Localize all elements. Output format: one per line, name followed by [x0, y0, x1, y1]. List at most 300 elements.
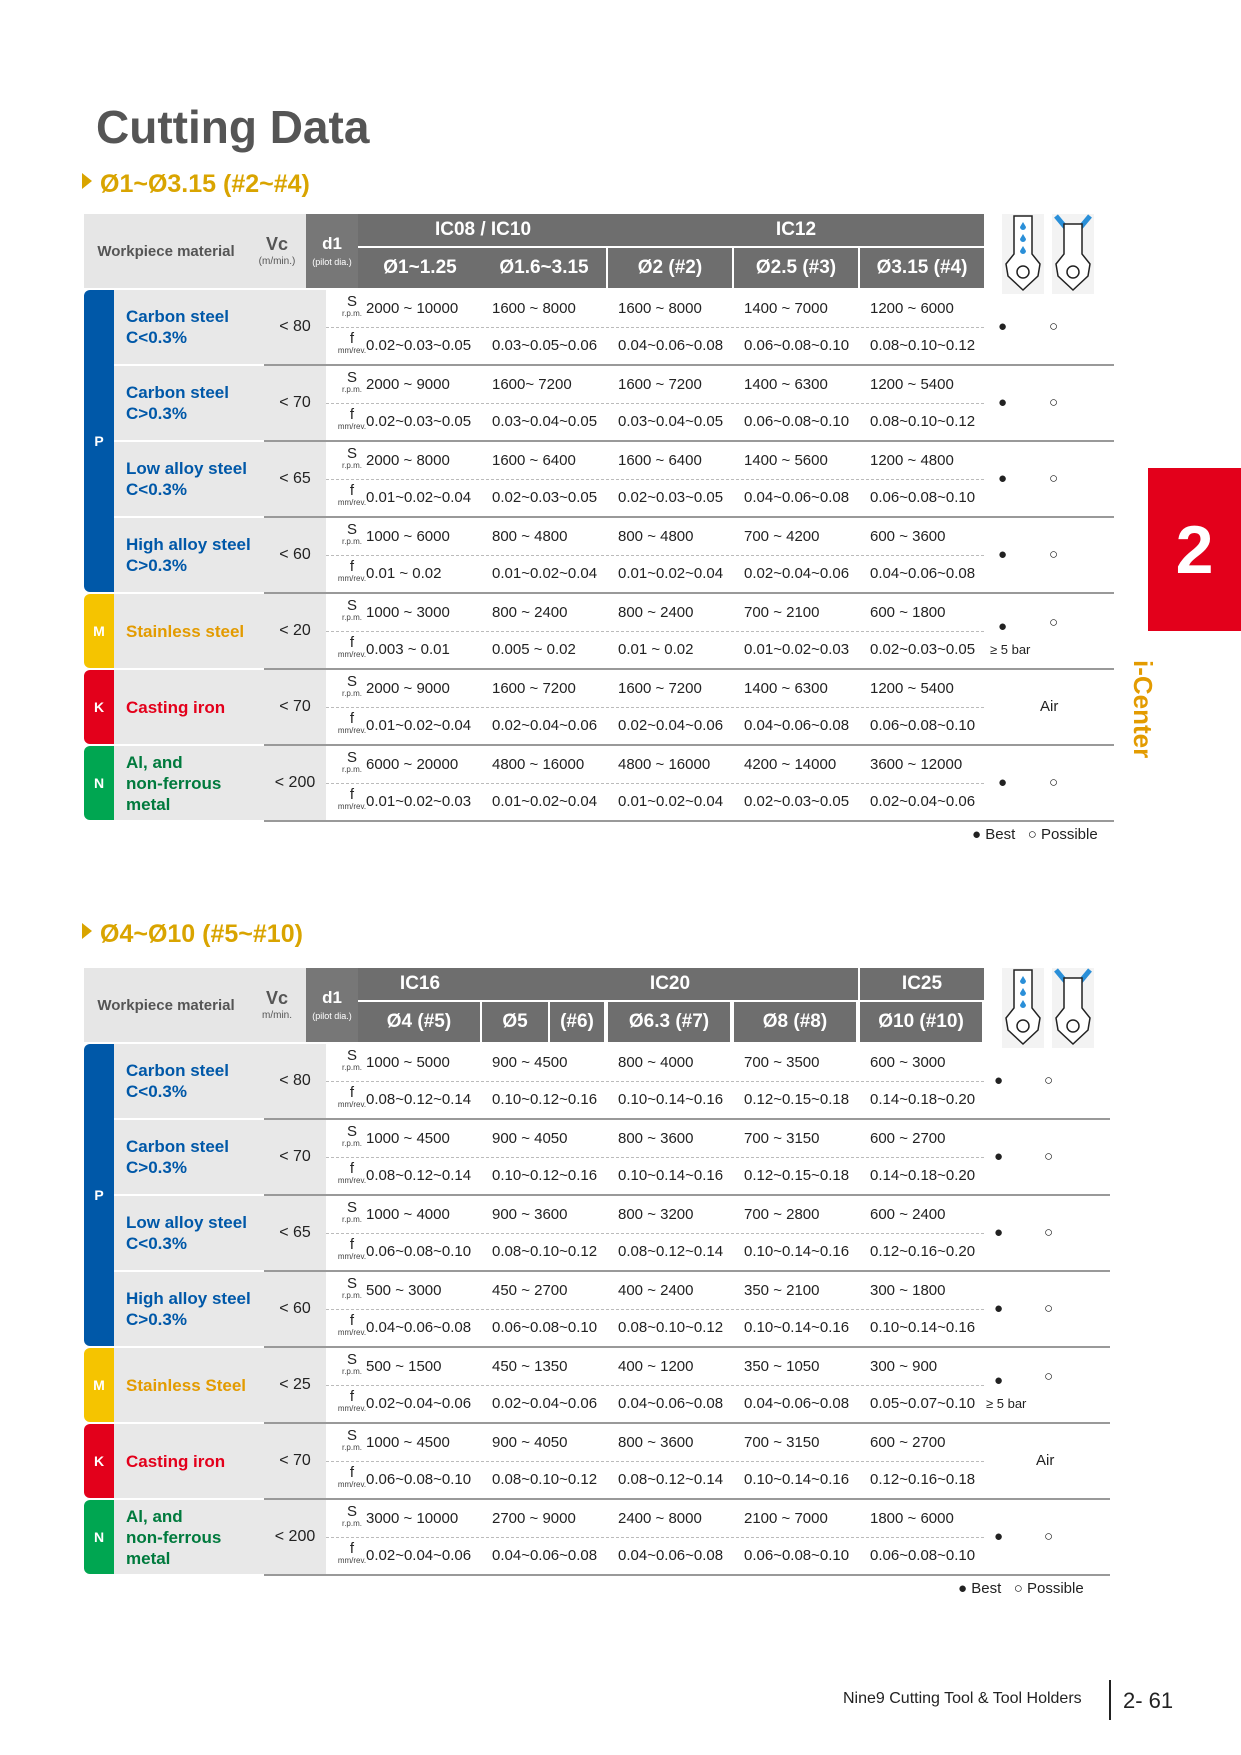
vc-value: < 70 — [264, 670, 326, 744]
feed-value: 0.005 ~ 0.02 — [492, 641, 576, 658]
s-label: S — [346, 1503, 357, 1520]
feed-value: 0.02~0.03~0.05 — [618, 489, 724, 506]
speed-value: 800 ~ 3200 — [618, 1206, 694, 1223]
table-row — [114, 366, 1114, 442]
speed-value: 450 ~ 1350 — [492, 1358, 568, 1375]
feed-value: 0.04~0.06~0.08 — [618, 337, 724, 354]
feed-value: 0.06~0.08~0.10 — [744, 1547, 850, 1564]
f-label: f — [349, 786, 355, 803]
feed-value: 0.02~0.03~0.05 — [366, 413, 472, 430]
best-mark: ● — [994, 1372, 1004, 1389]
speed-value: 350 ~ 1050 — [744, 1358, 820, 1375]
material-name: High alloy steel C>0.3% — [126, 1289, 251, 1329]
row-midline — [326, 1385, 984, 1386]
best-mark: ● — [998, 618, 1008, 635]
speed-value: 1000 ~ 3000 — [366, 604, 450, 621]
header-group-2: IC25 — [860, 968, 984, 1000]
s-unit: r.p.m. — [341, 765, 362, 774]
s-label: S — [346, 597, 357, 614]
possible-mark: ○ — [1049, 394, 1059, 411]
row-midline — [326, 1233, 984, 1234]
speed-value: 1000 ~ 4000 — [366, 1206, 450, 1223]
feed-value: 0.06~0.08~0.10 — [492, 1319, 598, 1336]
s-unit: r.p.m. — [341, 1139, 362, 1148]
speed-value: 1000 ~ 5000 — [366, 1054, 450, 1071]
feed-value: 0.01~0.02~0.04 — [618, 565, 724, 582]
header-d1-unit: (pilot dia.) — [312, 1011, 352, 1021]
header-size-4: Ø3.15 (#4) — [860, 248, 984, 288]
feed-value: 0.03~0.04~0.05 — [492, 413, 598, 430]
material-name: Stainless Steel — [126, 1375, 247, 1395]
best-mark: ● — [994, 1300, 1004, 1317]
speed-value: 1400 ~ 7000 — [744, 300, 828, 317]
material-group-M: M — [84, 1348, 114, 1422]
feed-value: 0.06~0.08~0.10 — [744, 337, 850, 354]
feed-value: 0.04~0.06~0.08 — [744, 489, 850, 506]
f-label: f — [349, 1540, 355, 1557]
header-size-1: Ø5 — [482, 1002, 548, 1042]
feed-value: 0.01~0.02~0.04 — [492, 565, 598, 582]
material-name: Carbon steel C>0.3% — [126, 383, 229, 423]
feed-value: 0.08~0.12~0.14 — [366, 1091, 472, 1108]
speed-value: 1600 ~ 7200 — [618, 376, 702, 393]
feed-value: 0.06~0.08~0.10 — [870, 1547, 976, 1564]
f-label: f — [349, 634, 355, 651]
feed-value: 0.04~0.06~0.08 — [744, 1395, 850, 1412]
feed-value: 0.04~0.06~0.08 — [366, 1319, 472, 1336]
speed-value: 2700 ~ 9000 — [492, 1510, 576, 1527]
workpiece-material — [114, 1424, 264, 1498]
s-unit: r.p.m. — [341, 1063, 362, 1072]
header-size-3: Ø6.3 (#7) — [608, 1002, 730, 1042]
f-label: f — [349, 482, 355, 499]
f-label: f — [349, 406, 355, 423]
feed-value: 0.01 ~ 0.02 — [618, 641, 694, 658]
speed-value: 1200 ~ 6000 — [870, 300, 954, 317]
f-unit: mm/rev. — [337, 1480, 367, 1489]
header-d1-label: d1 — [322, 234, 342, 253]
feed-value: 0.10~0.14~0.16 — [744, 1243, 850, 1260]
feed-value: 0.04~0.06~0.08 — [870, 565, 976, 582]
table-row — [114, 1120, 1114, 1196]
f-unit: mm/rev. — [337, 574, 367, 583]
feed-value: 0.01~0.02~0.03 — [366, 793, 472, 810]
s-label: S — [346, 1123, 357, 1140]
feed-value: 0.06~0.08~0.10 — [870, 717, 976, 734]
material-name: High alloy steel C>0.3% — [126, 535, 251, 575]
vc-value: < 65 — [264, 1196, 326, 1270]
row-midline — [326, 1081, 984, 1082]
possible-mark: ○ — [1044, 1072, 1054, 1089]
speed-value: 800 ~ 2400 — [492, 604, 568, 621]
header-vc-label: Vc — [265, 234, 289, 254]
speed-value: 300 ~ 1800 — [870, 1282, 946, 1299]
header-workpiece: Workpiece material — [84, 968, 248, 1042]
speed-value: 4800 ~ 16000 — [618, 756, 711, 773]
row-midline — [326, 631, 984, 632]
row-midline — [326, 783, 984, 784]
feed-value: 0.02~0.03~0.05 — [870, 641, 976, 658]
workpiece-material — [114, 518, 264, 592]
speed-value: 1000 ~ 6000 — [366, 528, 450, 545]
speed-value: 350 ~ 2100 — [744, 1282, 820, 1299]
s-unit: r.p.m. — [341, 1367, 362, 1376]
header-group-0: IC16 — [358, 968, 482, 1000]
speed-value: 2000 ~ 9000 — [366, 680, 450, 697]
s-unit: r.p.m. — [341, 1443, 362, 1452]
air-note: Air — [1040, 698, 1059, 715]
s-label: S — [346, 521, 357, 538]
speed-value: 300 ~ 900 — [870, 1358, 938, 1375]
header-d1-label: d1 — [322, 988, 342, 1007]
header-size-0: Ø4 (#5) — [358, 1002, 480, 1042]
table-row — [114, 442, 1114, 518]
row-midline — [326, 479, 984, 480]
vc-value: < 20 — [264, 594, 326, 668]
table-row — [114, 1196, 1114, 1272]
possible-mark: ○ — [1044, 1300, 1054, 1317]
material-name: Casting iron — [126, 1451, 226, 1471]
header-d1 — [306, 214, 358, 288]
possible-mark: ○ — [1044, 1368, 1054, 1385]
s-label: S — [346, 749, 357, 766]
best-mark: ● — [998, 546, 1008, 563]
header-vc-unit: m/min. — [262, 1010, 292, 1021]
speed-value: 600 ~ 1800 — [870, 604, 946, 621]
workpiece-material — [114, 670, 264, 744]
possible-mark: ○ — [1049, 470, 1059, 487]
f-unit: mm/rev. — [337, 1100, 367, 1109]
f-label: f — [349, 330, 355, 347]
table-row — [114, 594, 1114, 670]
feed-value: 0.01~0.02~0.04 — [492, 793, 598, 810]
header-size-0: Ø1~1.25 — [358, 248, 482, 288]
speed-value: 800 ~ 3600 — [618, 1434, 694, 1451]
speed-value: 400 ~ 1200 — [618, 1358, 694, 1375]
table-row — [114, 290, 1114, 366]
possible-mark: ○ — [1049, 546, 1059, 563]
speed-value: 1000 ~ 4500 — [366, 1130, 450, 1147]
header-size-2: (#6) — [550, 1002, 604, 1042]
f-unit: mm/rev. — [337, 422, 367, 431]
feed-value: 0.04~0.06~0.08 — [618, 1547, 724, 1564]
speed-value: 800 ~ 2400 — [618, 604, 694, 621]
s-label: S — [346, 1199, 357, 1216]
vc-value: < 60 — [264, 518, 326, 592]
speed-value: 1000 ~ 4500 — [366, 1434, 450, 1451]
speed-value: 3600 ~ 12000 — [870, 756, 963, 773]
chapter-label: i-Center — [1128, 660, 1158, 759]
s-unit: r.p.m. — [341, 461, 362, 470]
vc-value: < 70 — [264, 366, 326, 440]
f-label: f — [349, 1464, 355, 1481]
speed-value: 500 ~ 1500 — [366, 1358, 442, 1375]
row-midline — [326, 1461, 984, 1462]
feed-value: 0.12~0.16~0.18 — [870, 1471, 976, 1488]
feed-value: 0.02~0.04~0.06 — [492, 717, 598, 734]
header-group-0: IC08 / IC10 — [358, 214, 608, 246]
speed-value: 800 ~ 3600 — [618, 1130, 694, 1147]
possible-mark: ○ — [1049, 774, 1059, 791]
row-midline — [326, 327, 984, 328]
internal-coolant-drill-icon — [1002, 214, 1044, 294]
s-unit: r.p.m. — [341, 1291, 362, 1300]
speed-value: 4800 ~ 16000 — [492, 756, 585, 773]
speed-value: 1600 ~ 6400 — [618, 452, 702, 469]
feed-value: 0.06~0.08~0.10 — [366, 1471, 472, 1488]
speed-value: 400 ~ 2400 — [618, 1282, 694, 1299]
row-midline — [326, 707, 984, 708]
header-workpiece: Workpiece material — [84, 214, 248, 288]
feed-value: 0.10~0.14~0.16 — [744, 1319, 850, 1336]
speed-value: 600 ~ 2700 — [870, 1434, 946, 1451]
speed-value: 3000 ~ 10000 — [366, 1510, 459, 1527]
best-mark: ● — [994, 1072, 1004, 1089]
speed-value: 700 ~ 3500 — [744, 1054, 820, 1071]
f-unit: mm/rev. — [337, 726, 367, 735]
material-group-P: P — [84, 290, 114, 592]
feed-value: 0.02~0.03~0.05 — [744, 793, 850, 810]
workpiece-material — [114, 746, 264, 820]
header-group-1: IC20 — [482, 968, 858, 1000]
vc-value: < 70 — [264, 1424, 326, 1498]
speed-value: 700 ~ 2800 — [744, 1206, 820, 1223]
header-size-2: Ø2 (#2) — [608, 248, 732, 288]
header-vc-label: Vc — [265, 988, 289, 1008]
possible-mark: ○ — [1049, 318, 1059, 335]
speed-value: 500 ~ 3000 — [366, 1282, 442, 1299]
material-name: Casting iron — [126, 697, 226, 717]
row-midline — [326, 1537, 984, 1538]
f-unit: mm/rev. — [337, 1556, 367, 1565]
material-name: Stainless steel — [126, 621, 245, 641]
s-unit: r.p.m. — [341, 613, 362, 622]
speed-value: 1600~ 7200 — [492, 376, 572, 393]
f-label: f — [349, 1388, 355, 1405]
s-label: S — [346, 1275, 357, 1292]
speed-value: 1600 ~ 8000 — [618, 300, 702, 317]
vc-value: < 70 — [264, 1120, 326, 1194]
s-unit: r.p.m. — [341, 385, 362, 394]
f-unit: mm/rev. — [337, 498, 367, 507]
feed-value: 0.14~0.18~0.20 — [870, 1091, 976, 1108]
external-coolant-drill-icon — [1052, 968, 1094, 1048]
speed-value: 900 ~ 3600 — [492, 1206, 568, 1223]
row-midline — [326, 1157, 984, 1158]
feed-value: 0.02~0.04~0.06 — [618, 717, 724, 734]
speed-value: 2000 ~ 9000 — [366, 376, 450, 393]
speed-value: 6000 ~ 20000 — [366, 756, 459, 773]
header-vc — [248, 968, 306, 1042]
cutting-data-table-2 — [84, 968, 1114, 1578]
feed-value: 0.10~0.14~0.16 — [870, 1319, 976, 1336]
speed-value: 1200 ~ 4800 — [870, 452, 954, 469]
possible-mark: ○ — [1044, 1528, 1054, 1545]
speed-value: 1400 ~ 6300 — [744, 376, 828, 393]
speed-value: 1600 ~ 6400 — [492, 452, 576, 469]
s-unit: r.p.m. — [341, 1215, 362, 1224]
legend-2: ● Best ○ Possible — [958, 1580, 1084, 1597]
possible-mark: ○ — [1044, 1224, 1054, 1241]
speed-value: 1600 ~ 7200 — [492, 680, 576, 697]
best-mark: ● — [998, 318, 1008, 335]
s-label: S — [346, 1427, 357, 1444]
speed-value: 1400 ~ 6300 — [744, 680, 828, 697]
table-row — [114, 1424, 1114, 1500]
feed-value: 0.01~0.02~0.04 — [366, 489, 472, 506]
speed-value: 1200 ~ 5400 — [870, 680, 954, 697]
workpiece-material — [114, 366, 264, 440]
header-d1-unit: (pilot dia.) — [312, 257, 352, 267]
table-row — [114, 670, 1114, 746]
material-name: Carbon steel C>0.3% — [126, 1137, 229, 1177]
f-unit: mm/rev. — [337, 650, 367, 659]
f-label: f — [349, 558, 355, 575]
feed-value: 0.08~0.12~0.14 — [618, 1471, 724, 1488]
speed-value: 2000 ~ 10000 — [366, 300, 459, 317]
workpiece-material — [114, 442, 264, 516]
feed-value: 0.03~0.05~0.06 — [492, 337, 598, 354]
header-vc — [248, 214, 306, 288]
workpiece-material — [114, 1348, 264, 1422]
s-label: S — [346, 369, 357, 386]
speed-value: 2400 ~ 8000 — [618, 1510, 702, 1527]
workpiece-material — [114, 290, 264, 364]
speed-value: 800 ~ 4800 — [618, 528, 694, 545]
s-label: S — [346, 445, 357, 462]
f-unit: mm/rev. — [337, 346, 367, 355]
workpiece-material — [114, 1272, 264, 1346]
speed-value: 450 ~ 2700 — [492, 1282, 568, 1299]
chapter-tab: 2 — [1148, 468, 1241, 631]
feed-value: 0.01 ~ 0.02 — [366, 565, 442, 582]
feed-value: 0.06~0.08~0.10 — [366, 1243, 472, 1260]
row-midline — [326, 403, 984, 404]
feed-value: 0.04~0.06~0.08 — [744, 717, 850, 734]
feed-value: 0.12~0.15~0.18 — [744, 1091, 850, 1108]
s-label: S — [346, 293, 357, 310]
f-unit: mm/rev. — [337, 802, 367, 811]
vc-value: < 65 — [264, 442, 326, 516]
feed-value: 0.04~0.06~0.08 — [492, 1547, 598, 1564]
table-row — [114, 518, 1114, 594]
material-name: Al, and non-ferrous metal — [126, 752, 222, 814]
speed-value: 2000 ~ 8000 — [366, 452, 450, 469]
s-unit: r.p.m. — [341, 309, 362, 318]
row-border — [264, 820, 1114, 822]
f-unit: mm/rev. — [337, 1252, 367, 1261]
material-name: Low alloy steel C<0.3% — [126, 1213, 247, 1253]
header-size-1: Ø1.6~3.15 — [482, 248, 606, 288]
speed-value: 700 ~ 2100 — [744, 604, 820, 621]
row-midline — [326, 1309, 984, 1310]
page-title: Cutting Data — [96, 101, 370, 153]
feed-value: 0.10~0.14~0.16 — [618, 1167, 724, 1184]
s-label: S — [346, 673, 357, 690]
row-midline — [326, 555, 984, 556]
footer-text: Nine9 Cutting Tool & Tool Holders — [843, 1690, 1082, 1707]
feed-value: 0.08~0.10~0.12 — [618, 1319, 724, 1336]
cutting-data-table-1 — [84, 214, 1114, 824]
material-name: Low alloy steel C<0.3% — [126, 459, 247, 499]
f-label: f — [349, 1084, 355, 1101]
speed-value: 600 ~ 3000 — [870, 1054, 946, 1071]
feed-value: 0.08~0.12~0.14 — [618, 1243, 724, 1260]
s-unit: r.p.m. — [341, 1519, 362, 1528]
f-unit: mm/rev. — [337, 1176, 367, 1185]
workpiece-material — [114, 1044, 264, 1118]
feed-value: 0.02~0.04~0.06 — [744, 565, 850, 582]
speed-value: 1400 ~ 5600 — [744, 452, 828, 469]
feed-value: 0.14~0.18~0.20 — [870, 1167, 976, 1184]
possible-mark: ○ — [1044, 1148, 1054, 1165]
s-label: S — [346, 1351, 357, 1368]
vc-value: < 80 — [264, 290, 326, 364]
f-label: f — [349, 710, 355, 727]
material-group-N: N — [84, 1500, 114, 1574]
workpiece-material — [114, 1196, 264, 1270]
speed-value: 700 ~ 3150 — [744, 1434, 820, 1451]
feed-value: 0.04~0.06~0.08 — [618, 1395, 724, 1412]
best-mark: ● — [994, 1224, 1004, 1241]
speed-value: 1600 ~ 7200 — [618, 680, 702, 697]
workpiece-material — [114, 1120, 264, 1194]
f-unit: mm/rev. — [337, 1404, 367, 1413]
feed-value: 0.08~0.10~0.12 — [870, 337, 976, 354]
f-label: f — [349, 1236, 355, 1253]
feed-value: 0.08~0.10~0.12 — [492, 1243, 598, 1260]
feed-value: 0.03~0.04~0.05 — [618, 413, 724, 430]
feed-value: 0.12~0.16~0.20 — [870, 1243, 976, 1260]
vc-value: < 60 — [264, 1272, 326, 1346]
speed-value: 600 ~ 2400 — [870, 1206, 946, 1223]
pressure-note: ≥ 5 bar — [986, 1396, 1027, 1411]
header-size-3: Ø2.5 (#3) — [734, 248, 858, 288]
f-unit: mm/rev. — [337, 1328, 367, 1337]
possible-mark: ○ — [1049, 614, 1059, 631]
material-group-P: P — [84, 1044, 114, 1346]
speed-value: 1600 ~ 8000 — [492, 300, 576, 317]
speed-value: 700 ~ 3150 — [744, 1130, 820, 1147]
footer-divider — [1109, 1680, 1111, 1720]
speed-value: 600 ~ 2700 — [870, 1130, 946, 1147]
feed-value: 0.02~0.04~0.06 — [492, 1395, 598, 1412]
s-label: S — [346, 1047, 357, 1064]
f-label: f — [349, 1312, 355, 1329]
workpiece-material — [114, 1500, 264, 1574]
table-row — [114, 746, 1114, 822]
material-group-M: M — [84, 594, 114, 668]
material-name: Carbon steel C<0.3% — [126, 1061, 229, 1101]
table-row — [114, 1272, 1114, 1348]
vc-value: < 200 — [264, 1500, 326, 1574]
header-size-5: Ø10 (#10) — [860, 1002, 982, 1042]
feed-value: 0.08~0.10~0.12 — [870, 413, 976, 430]
vc-value: < 200 — [264, 746, 326, 820]
speed-value: 900 ~ 4500 — [492, 1054, 568, 1071]
speed-value: 700 ~ 4200 — [744, 528, 820, 545]
speed-value: 600 ~ 3600 — [870, 528, 946, 545]
material-name: Carbon steel C<0.3% — [126, 307, 229, 347]
internal-coolant-drill-icon — [1002, 968, 1044, 1048]
s-unit: r.p.m. — [341, 537, 362, 546]
speed-value: 1200 ~ 5400 — [870, 376, 954, 393]
workpiece-material — [114, 594, 264, 668]
feed-value: 0.12~0.15~0.18 — [744, 1167, 850, 1184]
speed-value: 1800 ~ 6000 — [870, 1510, 954, 1527]
f-label: f — [349, 1160, 355, 1177]
section-title-2: Ø4~Ø10 (#5~#10) — [82, 920, 303, 949]
